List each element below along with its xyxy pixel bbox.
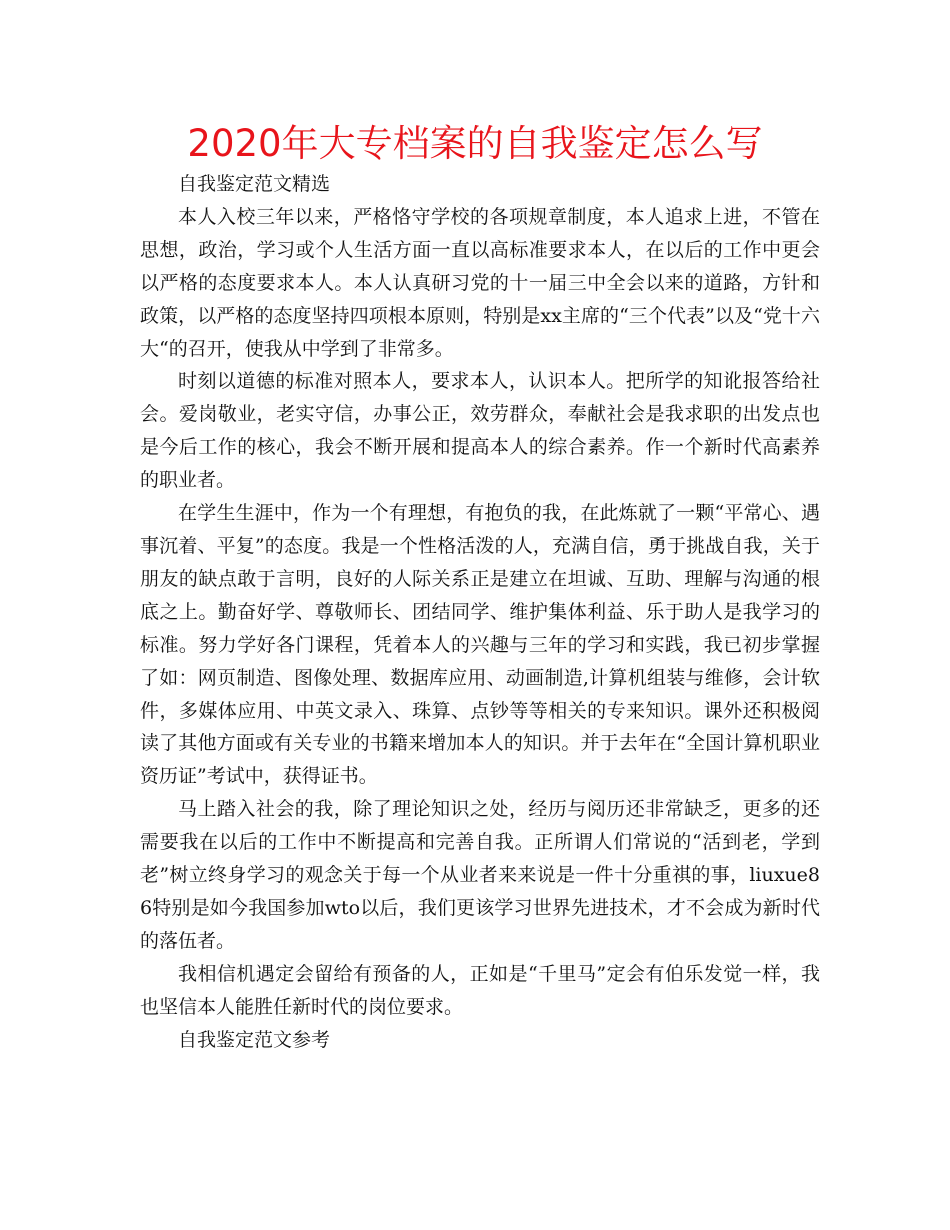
section-heading-reference-samples: 自我鉴定范文参考 xyxy=(178,1028,331,1051)
document-title: 2020年大专档案的自我鉴定怎么写 xyxy=(187,122,763,165)
paragraph: 本人入校三年以来，严格恪守学校的各项规章制度，本人追求上进，不管在思想，政治，学习或个人生活方面一直以高标准要求本人，在以后的工作中更会以严格的态度要求本人。本人认真研习党的十一届三中全会以来的道路，方针和政策，以严格的态度坚持四项根本原则，特别是xx主席的“三个代表”以及“党十六大“的召开，使我从中学到了非常多。 xyxy=(140,205,820,360)
paragraph: 马上踏入社会的我，除了理论知识之处，经历与阅历还非常缺乏，更多的还需要我在以后的工作中不断提高和完善自我。正所谓人们常说的“活到老，学到老”树立终身学习的观念关于每一个从业者来来说是一件十分重祺的事，liuxue86特别是如今我国参加wto以后，我们更该学习世界先进技术，才不会成为新时代的落伍者。 xyxy=(140,798,820,952)
document-body xyxy=(140,168,820,1056)
paragraph: 我相信机遇定会留给有预备的人，正如是“千里马”定会有伯乐发觉一样，我也坚信本人能胜任新时代的岗位要求。 xyxy=(140,962,820,1018)
paragraph: 时刻以道德的标准对照本人，要求本人，认识本人。把所学的知讹报答给社会。爱岗敬业，老实守信，办事公正，效劳群众，奉献社会是我求职的出发点也是今后工作的核心，我会不断开展和提高本人的综合素养。作一个新时代高素养的职业者。 xyxy=(140,370,820,492)
paragraph: 在学生生涯中，作为一个有理想，有抱负的我，在此炼就了一颗“平常心、遇事沉着、平复”的态度。我是一个性格活泼的人，充满自信，勇于挑战自我，关于朋友的缺点敢于言明，良好的人际关系正是建立在坦诚、互助、理解与沟通的根底之上。勤奋好学、尊敬师长、团结同学、维护集体利益、乐于助人是我学习的标准。努力学好各门课程，凭着本人的兴趣与三年的学习和实践，我已初步掌握了如：网页制造、图像处理、数据库应用、动画制造,计算机组装与维修，会计软件，多媒体应用、中英文录入、珠算、点钞等等相关的专来知识。课外还积极阅读了其他方面或有关专业的书籍来增加本人的知识。并于去年在“全国计算机职业资历证”考试中，获得证书。 xyxy=(140,502,820,788)
section-heading-selected-samples: 自我鉴定范文精选 xyxy=(178,173,331,195)
